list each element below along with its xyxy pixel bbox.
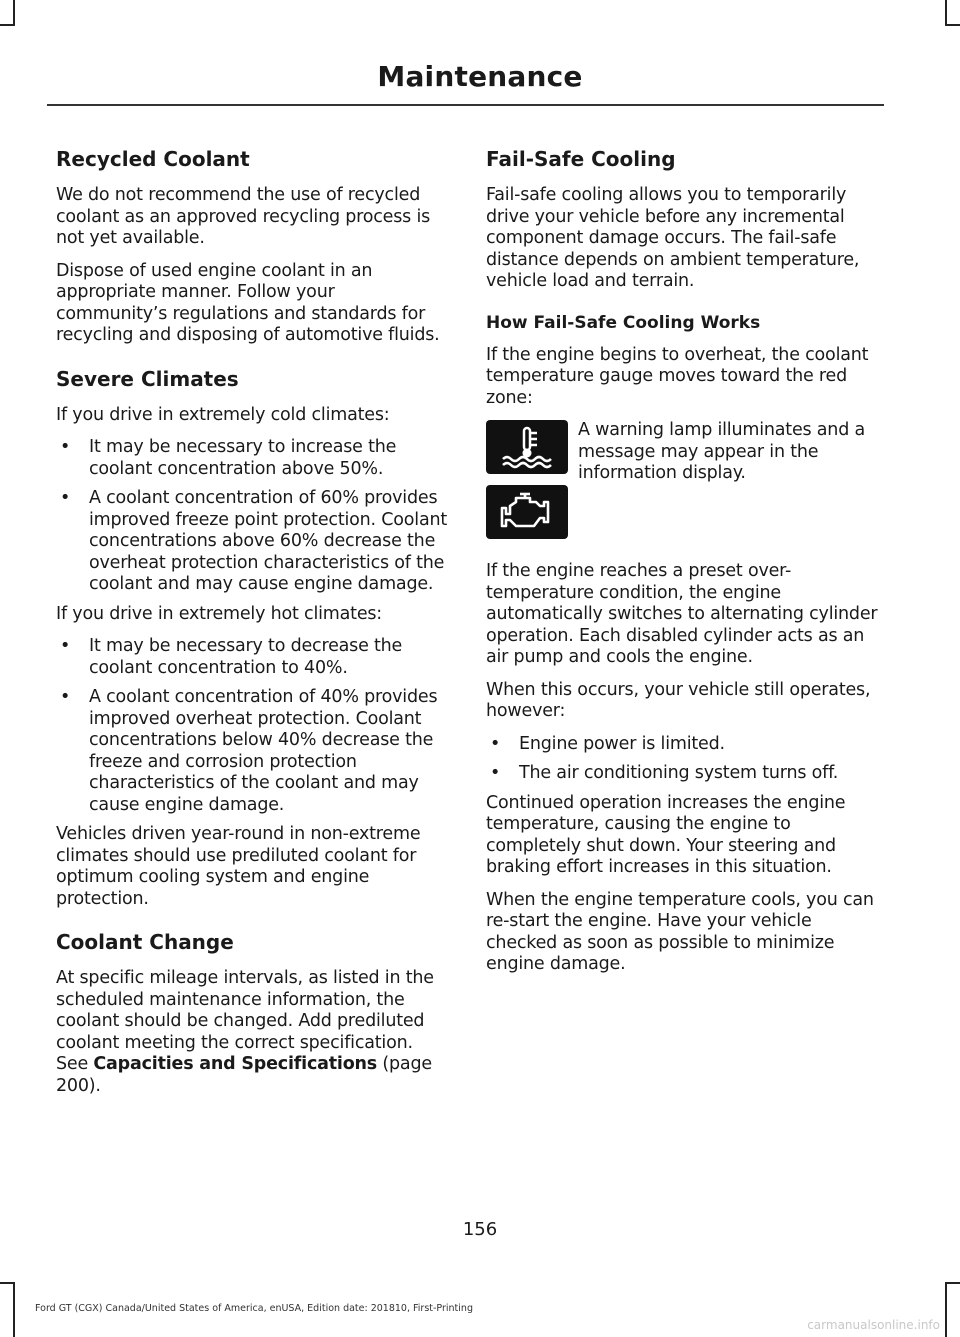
paragraph-failsafe-4: When this occurs, your vehicle still operates, however: — [486, 679, 871, 721]
list-item: • Engine power is limited. — [486, 734, 880, 756]
paragraph-failsafe-3: If the engine reaches a preset over-temperature condition, the engine automatically switches to alternating cylinder operation. Each disabled cylinder acts as an air pump and cools the engine. — [486, 561, 878, 667]
heading-coolant-change: Coolant Change — [56, 930, 234, 954]
left-column — [56, 145, 450, 1108]
coolant-change-text: At specific mileage intervals, as listed in the scheduled maintenance information, the coolant should be changed. Add prediluted coolant meeting the correct specification. See — [56, 968, 434, 1074]
paragraph-failsafe-6: When the engine temperature cools, you can re-start the engine. Have your vehicle checked as soon as possible to minimize engine damage. — [486, 889, 874, 974]
paragraph-failsafe-5: Continued operation increases the engine temperature, causing the engine to completely shut down. Your steering and braking effort increases in this situation. — [486, 792, 846, 877]
heading-severe-climates: Severe Climates — [56, 366, 239, 391]
watermark: carmanualsonline.info — [807, 1318, 940, 1332]
crop-mark-bottom-left — [13, 1282, 15, 1337]
page-header-title: Maintenance — [377, 60, 583, 93]
crop-mark-top-right-h — [945, 24, 960, 26]
crop-mark-top-right — [945, 0, 947, 26]
crop-mark-top-left — [13, 0, 15, 26]
subheading-how-it-works: How Fail-Safe Cooling Works — [486, 312, 761, 333]
paragraph-failsafe-2: If the engine begins to overheat, the coolant temperature gauge moves toward the red zone: — [486, 344, 869, 408]
heading-recycled-coolant: Recycled Coolant — [56, 147, 250, 171]
paragraph-recycled-1: We do not recommend the use of recycled coolant as an approved recycling process is not yet available. — [56, 185, 431, 248]
list-item: • It may be necessary to increase the coolant concentration above 50%. — [56, 437, 450, 480]
crop-mark-top-left-h — [0, 24, 15, 26]
paragraph-hot-intro: If you drive in extremely hot climates: — [56, 603, 382, 624]
list-item: • The air conditioning system turns off. — [486, 763, 880, 785]
capacities-specifications-link[interactable]: Capacities and Specifications — [93, 1054, 378, 1074]
page-number: 156 — [462, 1219, 498, 1240]
warning-lamp-text: A warning lamp illuminates and a message may appear in the information display. — [578, 420, 865, 483]
list-item: • A coolant concentration of 60% provides improved freeze point protection. Coolant concentrations above 60% decrease the overheat protection characteristics of the coolant and may cause engine damage. — [56, 488, 450, 596]
list-item: • A coolant concentration of 40% provides improved overheat protection. Coolant concentrations below 40% decrease the freeze and corrosion protection characteristics of the coolant and may cause engine damage. — [56, 687, 450, 816]
paragraph-cold-intro: If you drive in extremely cold climates: — [56, 404, 390, 425]
edition-footer: Ford GT (CGX) Canada/United States of America, enUSA, Edition date: 201810, First-Printing — [35, 1303, 473, 1314]
paragraph-failsafe-1: Fail-safe cooling allows you to temporarily drive your vehicle before any incremental component damage occurs. The fail-safe distance depends on ambient temperature, vehicle load and terrain. — [486, 185, 860, 291]
coolant-temperature-icon — [486, 420, 568, 474]
warning-lamp-row — [486, 420, 880, 539]
list-item: • It may be necessary to decrease the coolant concentration to 40%. — [56, 636, 450, 679]
crop-mark-bottom-right — [945, 1282, 947, 1337]
right-column — [486, 145, 880, 987]
paragraph-coolant-change — [56, 968, 450, 1097]
heading-fail-safe-cooling: Fail-Safe Cooling — [486, 147, 676, 171]
page-reference: (page 200). — [56, 1054, 432, 1096]
check-engine-icon — [486, 485, 568, 539]
list-hot-climates — [56, 636, 450, 816]
paragraph-recycled-2: Dispose of used engine coolant in an appropriate manner. Follow your community’s regulations and standards for recycling and disposing of automotive fluids. — [56, 260, 440, 345]
list-cold-climates — [56, 437, 450, 596]
crop-mark-bottom-right-h — [945, 1282, 960, 1284]
crop-mark-bottom-left-h — [0, 1282, 15, 1284]
warning-icons — [486, 420, 568, 539]
paragraph-year-round: Vehicles driven year-round in non-extreme climates should use prediluted coolant for optimum cooling system and engine protection. — [56, 824, 421, 909]
header-rule — [47, 104, 884, 106]
list-failsafe-effects — [486, 734, 880, 785]
